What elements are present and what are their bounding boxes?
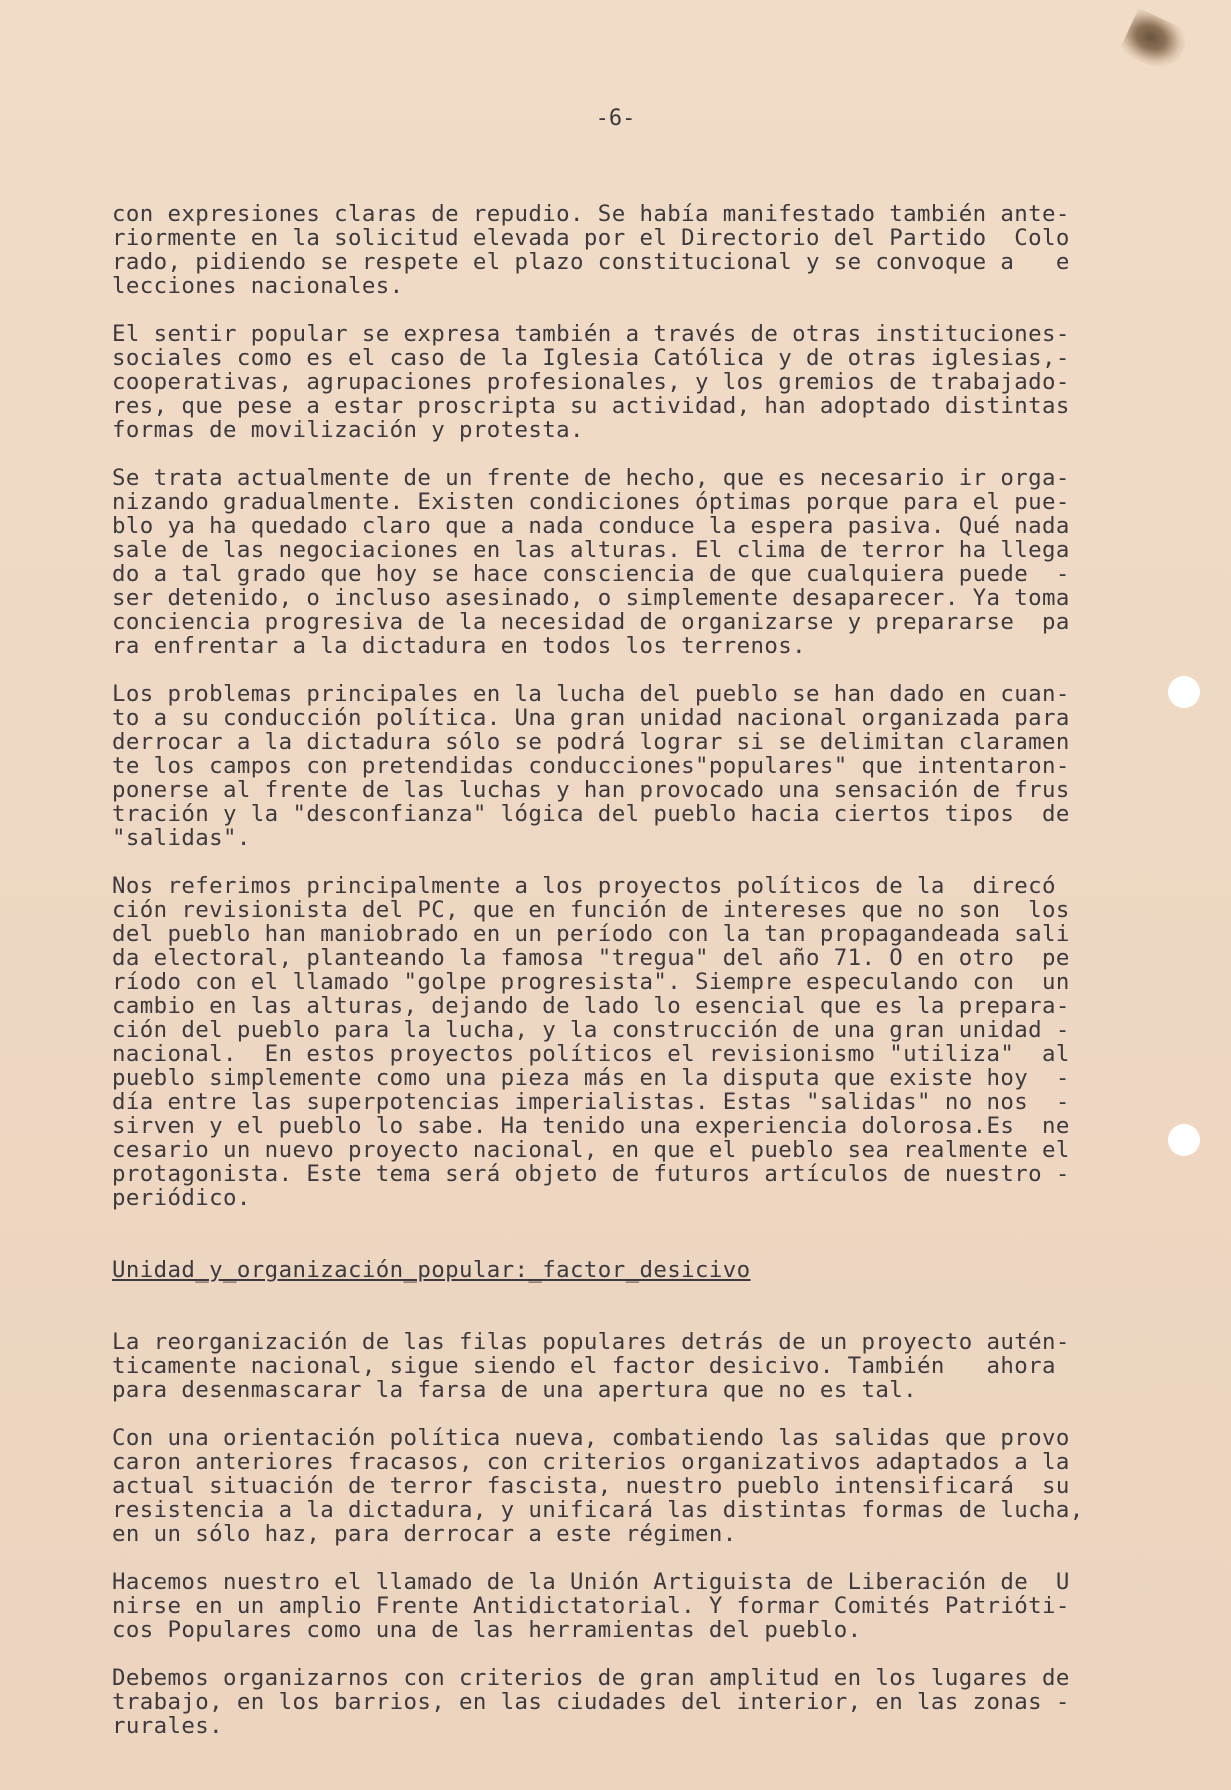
text-line: te los campos con pretendidas conducciones"populares" que intentaron- [112,753,1070,779]
text-line: actual situación de terror fascista, nuestro pueblo intensificará su [112,1473,1070,1499]
text-line: cambio en las alturas, dejando de lado lo esencial que es la prepara- [112,993,1070,1019]
paragraph [112,1666,1130,1738]
text-line: protagonista. Este tema será objeto de futuros artículos de nuestro - [112,1161,1070,1187]
text-line: blo ya ha quedado claro que a nada conduce la espera pasiva. Qué nada [112,513,1070,539]
ink-stain-mark [1119,8,1192,76]
text-line: Se trata actualmente de un frente de hecho, que es necesario ir orga- [112,465,1070,491]
document-body [112,202,1130,1762]
paragraph [112,1426,1130,1546]
text-line: nirse en un amplio Frente Antidictatorial. Y formar Comités Patrióti- [112,1593,1070,1619]
text-line: Debemos organizarnos con criterios de gran amplitud en los lugares de [112,1665,1070,1691]
text-line: ser detenido, o incluso asesinado, o simplemente desaparecer. Ya toma [112,585,1070,611]
text-line: lecciones nacionales. [112,273,404,299]
page-number: -6- [595,106,636,131]
text-line: ponerse al frente de las luchas y han provocado una sensación de frus [112,777,1070,803]
text-line: tración y la "desconfianza" lógica del pueblo hacia ciertos tipos de [112,801,1070,827]
text-line: pueblo simplemente como una pieza más en la disputa que existe hoy - [112,1065,1070,1091]
text-line: cooperativas, agrupaciones profesionales, y los gremios de trabajado- [112,369,1070,395]
text-line: rado, pidiendo se respete el plazo constitucional y se convoque a e [112,249,1070,275]
text-line: ríodo con el llamado "golpe progresista". Siempre especulando con un [112,969,1070,995]
text-line: formas de movilización y protesta. [112,417,584,443]
text-line: sale de las negociaciones en las alturas. El clima de terror ha llega [112,537,1070,563]
text-line: cos Populares como una de las herramientas del pueblo. [112,1617,862,1643]
text-line: Hacemos nuestro el llamado de la Unión Artiguista de Liberación de U [112,1569,1070,1595]
punch-hole [1168,676,1200,708]
text-line: día entre las superpotencias imperialistas. Estas "salidas" no nos - [112,1089,1070,1115]
text-line: para desenmascarar la farsa de una apertura que no es tal. [112,1377,918,1403]
paragraph [112,1330,1130,1402]
text-line: Con una orientación política nueva, combatiendo las salidas que provo [112,1425,1070,1451]
text-line: caron anteriores fracasos, con criterios organizativos adaptados a la [112,1449,1070,1475]
text-line: nacional. En estos proyectos políticos el revisionismo "utiliza" al [112,1041,1070,1067]
text-line: ción del pueblo para la lucha, y la construcción de una gran unidad - [112,1017,1070,1043]
text-line: "salidas". [112,825,251,851]
paragraph [112,322,1130,442]
text-line: sociales como es el caso de la Iglesia Católica y de otras iglesias,- [112,345,1070,371]
text-line: ción revisionista del PC, que en función de intereses que no son los [112,897,1070,923]
text-line: Los problemas principales en la lucha del pueblo se han dado en cuan- [112,681,1070,707]
text-line: to a su conducción política. Una gran unidad nacional organizada para [112,705,1070,731]
text-line: da electoral, planteando la famosa "tregua" del año 71. O en otro pe [112,945,1070,971]
paragraph-group [112,1330,1130,1738]
text-line: res, que pese a estar proscripta su actividad, han adoptado distintas [112,393,1070,419]
text-line: trabajo, en los barrios, en las ciudades del interior, en las zonas - [112,1689,1070,1715]
text-line: ticamente nacional, sigue siendo el factor desicivo. También ahora [112,1353,1056,1379]
text-line: do a tal grado que hoy se hace consciencia de que cualquiera puede - [112,561,1070,587]
text-line: conciencia progresiva de la necesidad de organizarse y prepararse pa [112,609,1070,635]
punch-hole [1168,1124,1200,1156]
text-line: en un sólo haz, para derrocar a este régimen. [112,1521,737,1547]
text-line: derrocar a la dictadura sólo se podrá lograr si se delimitan claramen [112,729,1070,755]
section-heading: Unidad_y_organización_popular:_factor_desicivo [112,1257,751,1283]
paragraph [112,1570,1130,1642]
text-line: nizando gradualmente. Existen condiciones óptimas porque para el pue- [112,489,1070,515]
paragraph [112,466,1130,658]
text-line: con expresiones claras de repudio. Se había manifestado también ante- [112,201,1070,227]
paragraph [112,682,1130,850]
text-line: El sentir popular se expresa también a través de otras instituciones- [112,321,1070,347]
text-line: periódico. [112,1185,251,1211]
text-line: sirven y el pueblo lo sabe. Ha tenido una experiencia dolorosa.Es ne [112,1113,1070,1139]
text-line: rurales. [112,1713,224,1739]
text-line: resistencia a la dictadura, y unificará las distintas formas de lucha, [112,1497,1084,1523]
text-line: ra enfrentar a la dictadura en todos los terrenos. [112,633,807,659]
paragraph [112,874,1130,1210]
paragraph [112,202,1130,298]
paragraph-group [112,202,1130,1210]
text-line: La reorganización de las filas populares detrás de un proyecto autén- [112,1329,1070,1355]
text-line: Nos referimos principalmente a los proyectos políticos de la direcó [112,873,1056,899]
text-line: del pueblo han maniobrado en un período con la tan propagandeada sali [112,921,1070,947]
text-line: riormente en la solicitud elevada por el Directorio del Partido Colo [112,225,1070,251]
text-line: cesario un nuevo proyecto nacional, en que el pueblo sea realmente el [112,1137,1070,1163]
